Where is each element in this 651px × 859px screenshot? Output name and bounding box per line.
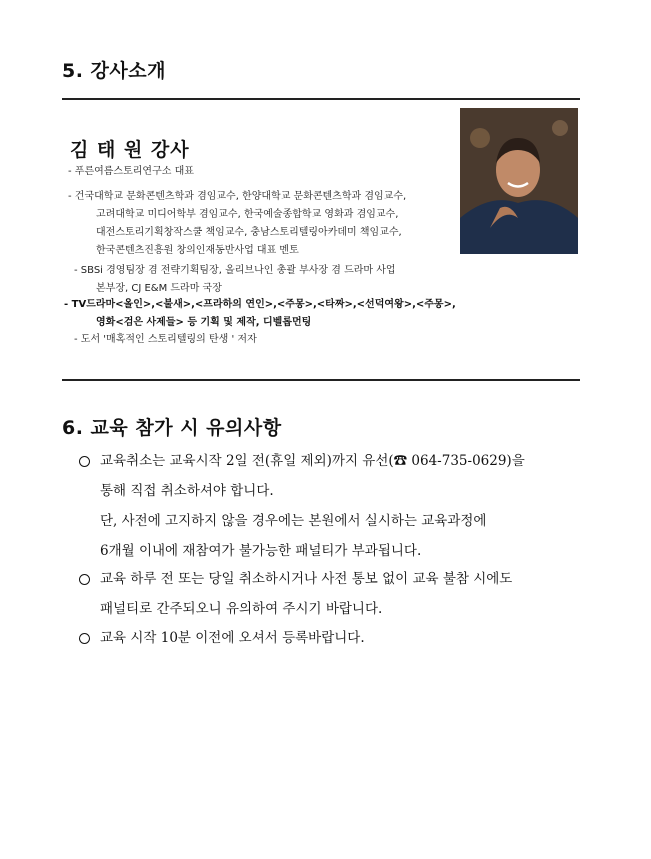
notice-line: 통해 직접 취소하셔야 합니다.: [100, 483, 274, 499]
bio-line: 영화<검은 사제들> 등 기획 및 제작, 디벨롭먼팅: [96, 317, 312, 328]
bio-line: 대전스토리기획창작스쿨 책임교수, 충남스토리텔링아카데미 책임교수,: [96, 227, 402, 238]
notice-line: 교육취소는 교육시작 2일 전(휴일 제외)까지 유선(☎ 064-735-0629)을: [100, 453, 525, 469]
notice-line: 단, 사전에 고지하지 않을 경우에는 본원에서 실시하는 교육과정에: [100, 513, 487, 529]
bio-line: - 푸른여름스토리연구소 대표: [68, 166, 194, 177]
instructor-photo: [460, 108, 578, 254]
circle-bullet-icon: [79, 456, 90, 467]
circle-bullet-icon: [79, 633, 90, 644]
bio-line: - SBSi 경영팀장 겸 전략기획팀장, 올리브나인 총괄 부사장 겸 드라마 사업: [74, 265, 396, 276]
bio-line: - TV드라마<올인>,<불새>,<프라하의 연인>,<주몽>,<타짜>,<선덕여왕>,<주몽>,: [64, 299, 456, 310]
notice-line: 패널티로 간주되오니 유의하여 주시기 바랍니다.: [100, 601, 383, 617]
section5-heading: 5. 강사소개: [62, 60, 166, 82]
instructor-name: 김 태 원 강사: [70, 139, 190, 161]
notice-line: 교육 시작 10분 이전에 오셔서 등록바랍니다.: [100, 630, 365, 646]
bio-line: 고려대학교 미디어학부 겸임교수, 한국예술종합학교 영화과 겸임교수,: [96, 209, 399, 220]
notice-line: 6개월 이내에 재참여가 불가능한 패널티가 부과됩니다.: [100, 543, 422, 559]
section5-top-rule: [62, 98, 580, 100]
notice-line: 교육 하루 전 또는 당일 취소하시거나 사전 통보 없이 교육 불참 시에도: [100, 571, 513, 587]
section6-heading: 6. 교육 참가 시 유의사항: [62, 417, 282, 439]
bio-line: - 도서 '매혹적인 스토리텔링의 탄생 ' 저자: [74, 334, 257, 345]
circle-bullet-icon: [79, 574, 90, 585]
bio-line: 한국콘텐츠진흥원 창의인재동반사업 대표 멘토: [96, 245, 299, 256]
section5-bottom-rule: [62, 379, 580, 381]
bio-line: 본부장, CJ E&M 드라마 국장: [96, 283, 222, 294]
instructor-portrait-image: [460, 108, 578, 254]
bio-line: - 건국대학교 문화콘텐츠학과 겸임교수, 한양대학교 문화콘텐츠학과 겸임교수,: [68, 191, 407, 202]
